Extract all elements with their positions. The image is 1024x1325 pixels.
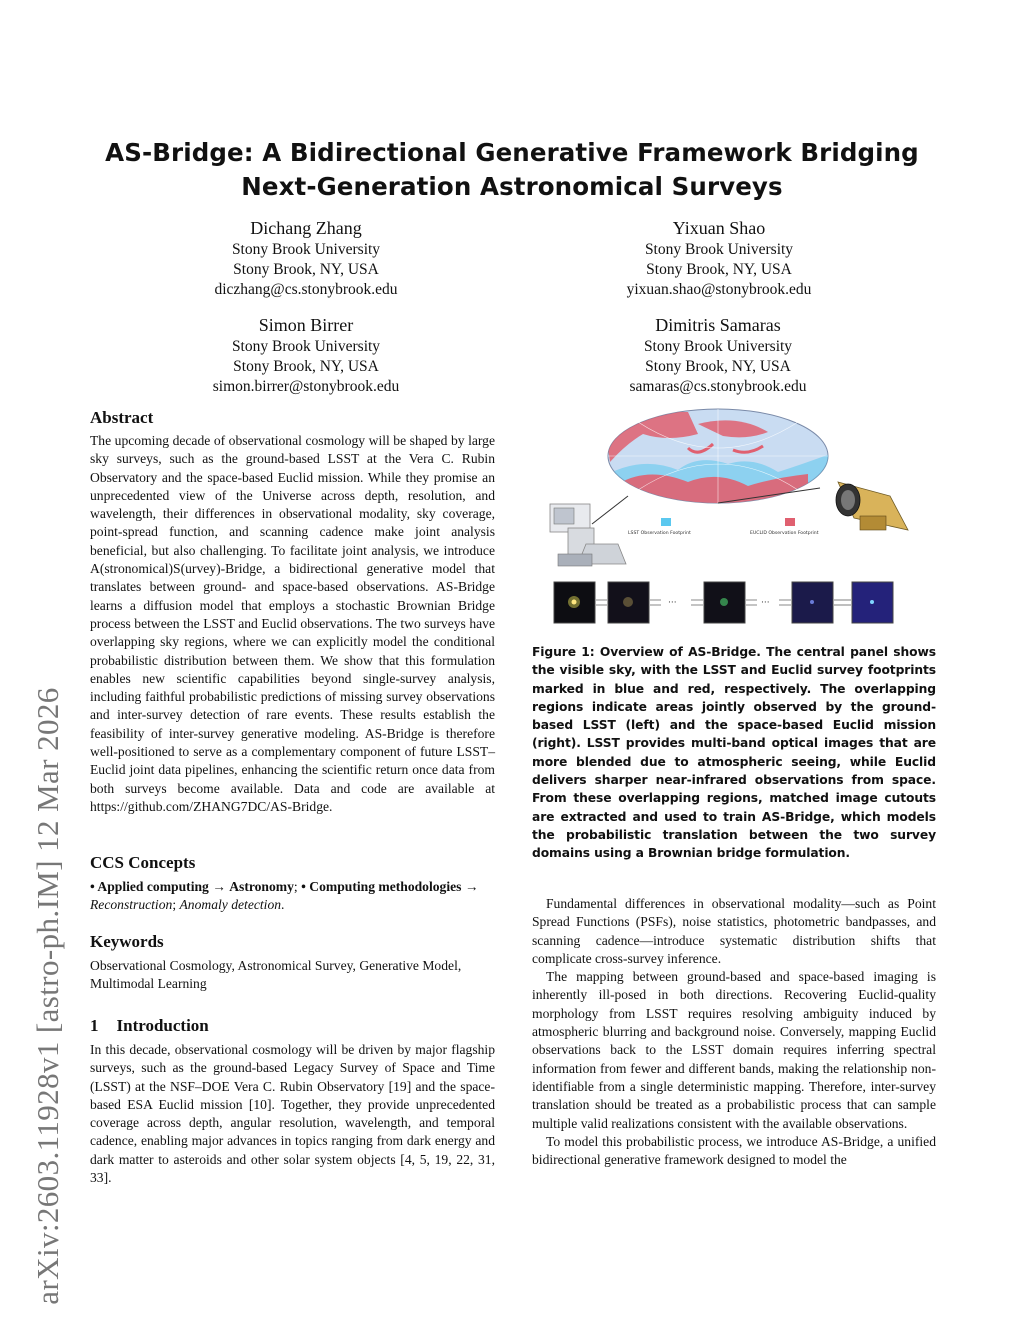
ccs-separator-2: ; (172, 897, 180, 913)
lsst-telescope-illustration (550, 496, 628, 566)
ccs-end: . (281, 897, 285, 913)
ccs-term-astronomy: Astronomy (229, 879, 294, 894)
author-name: Dichang Zhang (250, 218, 362, 238)
intro-paragraph-3: The mapping between ground-based and space-based imaging is inherently ill-posed in both directions. Recovering Euclid-quality morphology from LSST requires resolving ambiguity induced by atmospheric blurring and background noise. Conversely, mapping Euclid observations back to the LSST domain requires inferring spectral information from fewer and different bands, making the relationship non-identifiable from a single deterministic mapping. Therefore, inter-survey translation should be treated as a probabilistic process that can sample multiple valid realizations consistent with the available observations. (532, 969, 936, 1131)
abstract-heading: Abstract (90, 408, 154, 427)
ccs-bullet-2: • Computing methodologies (301, 879, 462, 894)
author-block-3 (146, 313, 466, 397)
keywords-text: Observational Cosmology, Astronomical Survey, Generative Model, Multimodal Learning (90, 958, 462, 992)
author-block-1 (146, 216, 466, 300)
author-location: Stony Brook, NY, USA (233, 358, 379, 375)
ccs-arrow-2: → (461, 879, 479, 894)
intro-number: 1 (90, 1016, 99, 1035)
euclid-legend-swatch (785, 518, 795, 526)
ellipsis-dots-2: ··· (761, 598, 770, 608)
intro-heading (90, 1015, 495, 1037)
author-email: diczhang@cs.stonybrook.edu (214, 281, 398, 298)
figure-graphic (548, 404, 920, 634)
author-name: Yixuan Shao (672, 218, 766, 238)
author-block-4 (558, 313, 878, 397)
ccs-term-reconstruction: Reconstruction (90, 897, 173, 913)
intro-title: Introduction (116, 1016, 209, 1035)
intro-paragraph-1: In this decade, observational cosmology will be driven by major flagship surveys, such as the ground-based Legacy Survey of Space and Time (LSST) at the NSF–DOE Vera C. Rubin Observatory [19] and the space-based ESA Euclid mission [10]. Together, they provide unprecedented coverage across depth, angular resolution, wavelength, and temporal cadence, enabling major advances in topics ranging from dark energy and dark matter to asteroids and other solar system objects [4, 5, 19, 22, 31, 33]. (90, 1042, 495, 1186)
author-name: Dimitris Samaras (655, 315, 781, 335)
image-cutouts (554, 582, 893, 623)
abstract-text: The upcoming decade of observational cosmology will be shaped by large sky surveys, such as the ground-based LSST at the Vera C. Rubin Observatory and the space-based Euclid mission. While they promise an unprecedented view of the Universe across depth, resolution, and wavelength, their differences in observational modality, sky coverage, point-spread function, and scanning cadence make joint analysis beneficial, but also challenging. To facilitate joint analysis, we introduce A(stronomical)S(urvey)-Bridge, a bidirectional generative model that translates between ground- and space-based observations. AS-Bridge learns a diffusion model that employs a stochastic Brownian Bridge process between the LSST and Euclid observations. The two surveys have overlapping sky regions, where we can explicitly model the conditional probabilistic distribution between them. We show that this formulation enables new scientific capabilities beyond single-survey analysis, including faithful probabilistic predictions of missing survey observations and inter-survey detection of rare events. These results establish the feasibility of inter-survey generative modeling. AS-Bridge is therefore well-positioned to serve as a complementary component of future LSST–Euclid joint data pipelines, enhancing the scientific return once data from both surveys become available. Data and code are available at https://github.com/ZHANG7DC/AS-Bridge. (90, 433, 495, 814)
ccs-bullet-1: • Applied computing (90, 879, 209, 894)
ccs-separator-1: ; (293, 879, 302, 894)
paper-title (0, 136, 1024, 204)
lsst-legend-swatch (661, 518, 671, 526)
author-location: Stony Brook, NY, USA (645, 358, 791, 375)
author-location: Stony Brook, NY, USA (233, 261, 379, 278)
ccs-arrow-1: → (208, 879, 230, 894)
keywords-heading: Keywords (90, 932, 164, 951)
author-affiliation: Stony Brook University (643, 338, 793, 355)
lsst-legend-label: LSST Observation Footprint (628, 531, 691, 536)
author-name: Simon Birrer (258, 315, 354, 335)
right-column-text (532, 895, 936, 1169)
author-email: simon.birrer@stonybrook.edu (212, 378, 400, 395)
title-line-1: AS-Bridge: A Bidirectional Generative Framework Bridging (105, 138, 919, 167)
ccs-heading: CCS Concepts (90, 853, 196, 872)
arxiv-identifier: arXiv:2603.11928v1 [astro-ph.IM] 12 Mar 2026 (30, 687, 65, 1305)
intro-paragraph-4: To model this probabilistic process, we introduce AS-Bridge, a unified bidirectional generative framework designed to model the (532, 1133, 936, 1168)
ccs-term-anomaly: Anomaly detection (179, 897, 282, 913)
euclid-legend-label: EUCLID Observation Footprint (750, 531, 819, 536)
author-affiliation: Stony Brook University (231, 241, 381, 258)
sky-map (606, 409, 830, 514)
author-email: samaras@cs.stonybrook.edu (629, 378, 807, 395)
ccs-text (90, 878, 495, 915)
author-affiliation: Stony Brook University (231, 338, 381, 355)
title-line-2: Next-Generation Astronomical Surveys (241, 172, 783, 201)
author-affiliation: Stony Brook University (644, 241, 794, 258)
author-block-2 (559, 216, 879, 300)
author-email: yixuan.shao@stonybrook.edu (626, 281, 812, 298)
overview-figure (548, 404, 920, 634)
figure-caption: Figure 1: Overview of AS-Bridge. The central panel shows the visible sky, with the LSST and Euclid survey footprints marked in blue and red, respectively. The overlapping regions indicate areas jointly observed by the ground-based LSST (left) and the space-based Euclid mission (right). LSST provides multi-band optical images that are more blended due to atmospheric seeing, while Euclid delivers sharper near-infrared observations from space. From these overlapping regions, matched image cutouts are extracted and used to train AS-Bridge, which models the probabilistic translation between the two survey domains using a Brownian bridge formulation. (532, 645, 936, 861)
author-location: Stony Brook, NY, USA (646, 261, 792, 278)
ellipsis-dots-1: ··· (668, 598, 677, 608)
euclid-footprint-south (618, 474, 808, 506)
intro-paragraph-2: Fundamental differences in observational modality—such as Point Spread Functions (PSFs), noise statistics, photometric bandpasses, and scanning cadence—introduce systematic distribution shifts that complicate cross-survey inference. (532, 896, 936, 966)
